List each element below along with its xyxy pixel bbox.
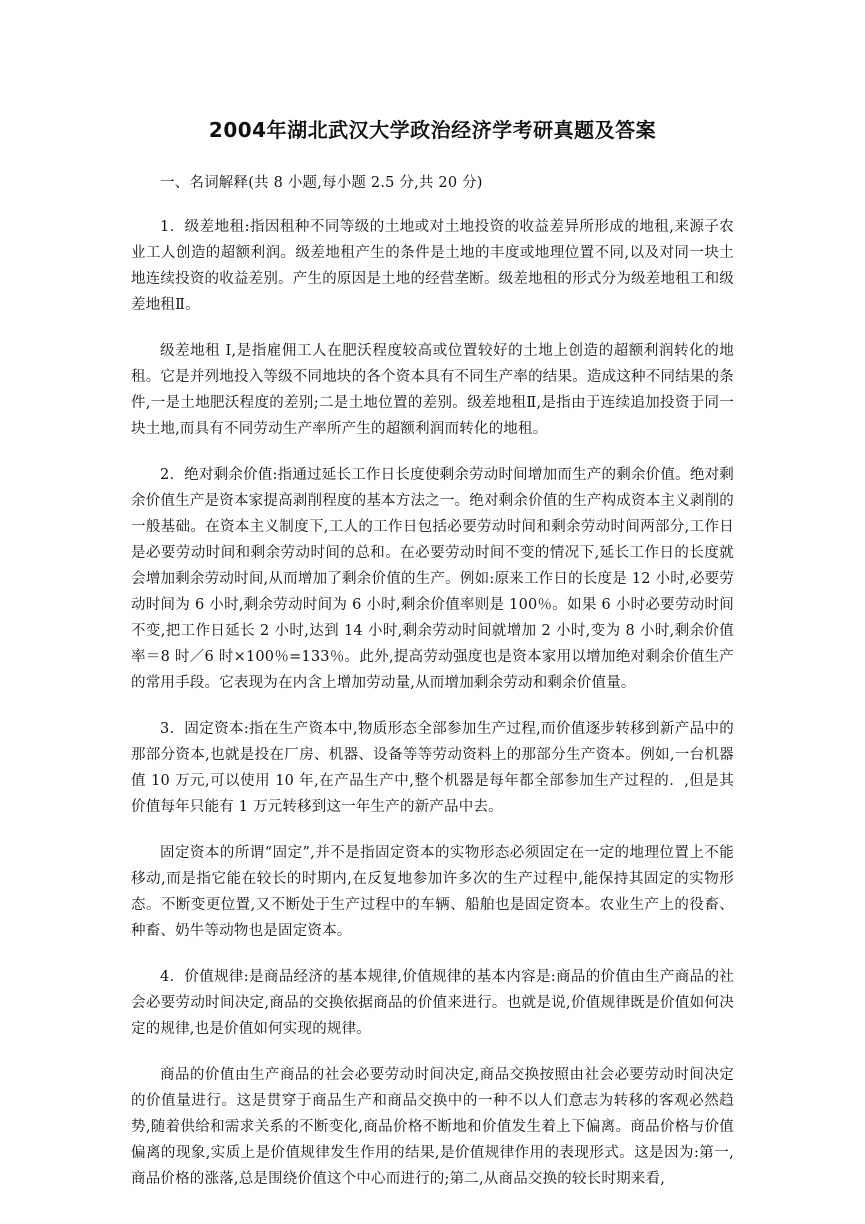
- paragraph-law-of-value: 4．价值规律:是商品经济的基本规律,价值规律的基本内容是:商品的价值由生产商品的社会必要劳动时间决定,商品的交换依据商品的价值来进行。也就是说,价值规律既是价值如何决定的规律,也是价值如何实现的规律。: [131, 969, 734, 1037]
- paragraph-law-of-value-price: 商品的价值由生产商品的社会必要劳动时间决定,商品交换按照由社会必要劳动时间决定的价值量进行。这是贯穿于商品生产和商品交换中的一种不以人们意志为转移的客观必然趋势,随着供给和需求关系的不断变化,商品价格不断地和价值发生着上下偏离。商品价格与价值偏离的现象,实质上是价值规律发生作用的结果,是价值规律作用的表现形式。这是因为:第一,商品价格的涨落,总是围绕价值这个中心而进行的;第二,从商品交换的较长时期来看,: [131, 1067, 734, 1187]
- paragraph-differential-rent: 1．级差地租:指因租种不同等级的土地或对土地投资的收益差异所形成的地租,来源子农业工人创造的超额利润。级差地租产生的条件是土地的丰度或地理位置不同,以及对同一块土地连续投资的收益差别。产生的原因是土地的经营垄断。级差地租的形式分为级差地租工和级差地租Ⅱ。: [131, 219, 734, 313]
- paragraph-fixed-capital-meaning: 固定资本的所谓“固定”,并不是指固定资本的实物形态必须固定在一定的地理位置上不能移动,而是指它能在较长的时期内,在反复地参加许多次的生产过程中,能保持其固定的实物形态。不断变更位置,又不断处于生产过程中的车辆、船舶也是固定资本。农业生产上的役畜、种畜、奶牛等动物也是固定资本。: [131, 845, 734, 939]
- document-title: 2004年湖北武汉大学政治经济学考研真题及答案: [208, 118, 657, 142]
- document-body: [131, 170, 734, 1212]
- paragraph-absolute-surplus-value: 2．绝对剩余价值:指通过延长工作日长度使剩余劳动时间增加而生产的剩余价值。绝对剩余价值生产是资本家提高剥削程度的基本方法之一。绝对剩余价值的生产构成资本主义剥削的一般基础。在资本主义制度下,工人的工作日包括必要劳动时间和剩余劳动时间两部分,工作日是必要劳动时间和剩余劳动时间的总和。在必要劳动时间不变的情况下,延长工作日的长度就会增加剩余劳动时间,从而增加了剩余价值的生产。例如:原来工作日的长度是 12 小时,必要劳动时间为 6 小时,剩余劳动时间为 6 小时,剩余价值率则是 100％。如果 6 小时必要劳动时间不变,把工作日延长 2 小时,达到 14 小时,剩余劳动时间就增加 2 小时,变为 8 小时,剩余价值率＝8 时／6 时×100％=133％。此外,提高劳动强度也是资本家用以增加绝对剩余价值生产的常用手段。它表现为在内含上增加劳动量,从而增加剩余劳动和剩余价值量。: [131, 467, 734, 691]
- paragraph-fixed-capital: 3．固定资本:指在生产资本中,物质形态全部参加生产过程,而价值逐步转移到新产品中的那部分资本,也就是投在厂房、机器、设备等等劳动资料上的那部分生产资本。例如,一台机器值 10 万元,可以使用 10 年,在产品生产中,整个机器是每年都全部参加生产过程的．,但是其价值每年只能有 1 万元转移到这一年生产的新产品中去。: [131, 721, 734, 815]
- section-heading: 一、名词解释(共 8 小题,每小题 2.5 分,共 20 分): [160, 175, 483, 191]
- paragraph-differential-rent-types: 级差地租 I,是指雇佣工人在肥沃程度较高或位置较好的土地上创造的超额利润转化的地租。它是并列地投入等级不同地块的各个资本具有不同生产率的结果。造成这种不同结果的条件,一是土地肥沃程度的差别;二是土地位置的差别。级差地租Ⅱ,是指由于连续追加投资于同一块土地,而具有不同劳动生产率所产生的超额利润而转化的地租。: [131, 343, 734, 437]
